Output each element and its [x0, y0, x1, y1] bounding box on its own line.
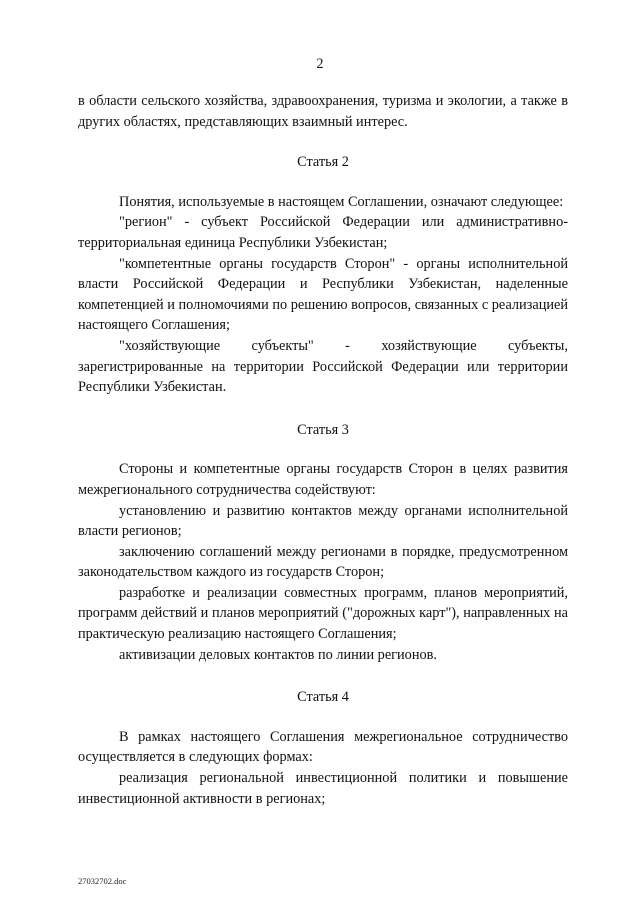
article-3-heading: Статья 3	[297, 421, 349, 438]
page-number: 2	[316, 56, 324, 72]
article-2-heading: Статья 2	[297, 154, 349, 171]
article-2-paragraph-4: "хозяйствующие субъекты" - хозяйствующие субъекты, зарегистрированные на территории Российской Федерации или территории Республики Узбекистан.	[78, 337, 568, 396]
article-2-paragraph-1: Понятия, используемые в настоящем Соглашении, означают следующее:	[119, 193, 564, 210]
article-3-paragraph-2: установлению и развитию контактов между органами исполнительной власти регионов;	[78, 502, 568, 540]
article-3-paragraph-3: заключению соглашений между регионами в порядке, предусмотренном законодательством каждого из государств Сторон;	[78, 543, 568, 581]
article-3-paragraph-4: разработке и реализации совместных программ, планов мероприятий, программ действий и планов мероприятий ("дорожных карт"), направленных на практическую реализацию настоящего Соглашения;	[78, 584, 568, 643]
document-body	[78, 91, 568, 809]
article-3-paragraph-1: Стороны и компетентные органы государств Сторон в целях развития межрегионального сотрудничества содействуют:	[78, 461, 568, 498]
article-4-paragraph-2: реализация региональной инвестиционной политики и повышение инвестиционной активности в регионах;	[78, 770, 568, 807]
article-4-heading: Статья 4	[297, 689, 349, 706]
article-3-paragraph-5: активизации деловых контактов по линии регионов.	[119, 646, 437, 663]
article-4-paragraph-1: В рамках настоящего Соглашения межрегиональное сотрудничество осуществляется в следующих формах:	[78, 728, 568, 766]
article-2-paragraph-2: "регион" - субъект Российской Федерации или административно-территориальная единица Республики Узбекистан;	[78, 214, 568, 251]
article-2-paragraph-3: "компетентные органы государств Сторон" - органы исполнительной власти Российской Федерации и Республики Узбекистан, наделенные компетенцией и полномочиями по решению вопросов, связанных с реализацией настоящего Соглашения;	[78, 255, 568, 334]
intro-paragraph: в области сельского хозяйства, здравоохранения, туризма и экологии, а также в других областях, представляющих взаимный интерес.	[78, 93, 568, 130]
document-file-code: 27032702.doc	[78, 876, 127, 886]
